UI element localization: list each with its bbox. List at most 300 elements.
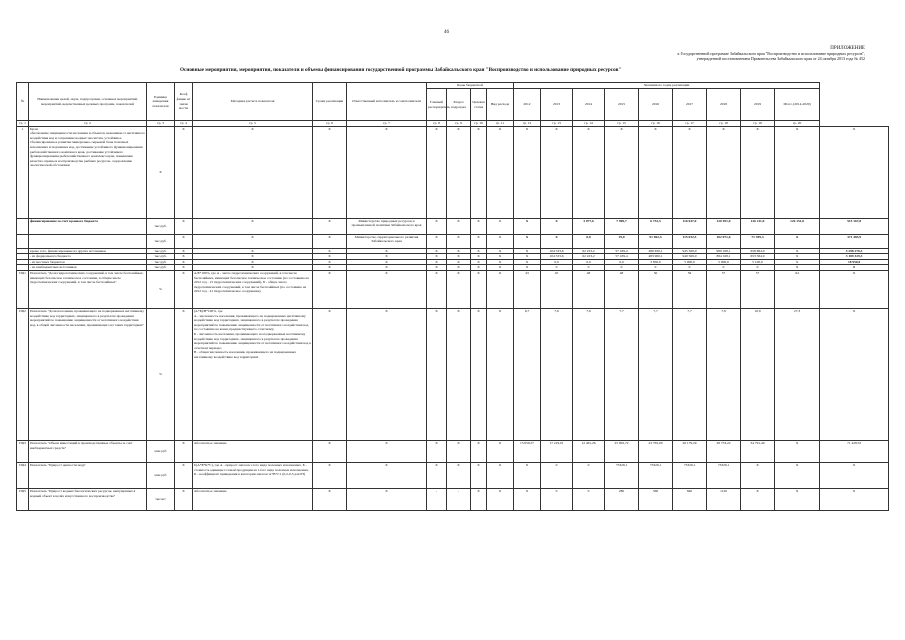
row-code-cell: X: [427, 254, 447, 260]
row-value-cell: 73329,1: [639, 462, 673, 488]
row-code-cell: X: [427, 234, 447, 248]
row-method-cell: X: [193, 254, 313, 260]
row-total-cell: X: [820, 126, 889, 218]
row-value-cell: 0: [541, 488, 573, 510]
row-code-cell: X: [487, 265, 514, 271]
table-row: [17, 270, 889, 308]
row-total-cell: 515 167,8: [820, 218, 889, 234]
row-code-cell: X: [427, 270, 447, 308]
row-code-cell: X: [427, 126, 447, 218]
row-value-cell: 73329,1: [605, 462, 639, 488]
column-number-cell: гр. 14: [573, 121, 605, 127]
row-code-cell: X: [471, 254, 487, 260]
row-code-cell: X: [471, 270, 487, 308]
row-value-cell: 0: [639, 265, 673, 271]
row-value-cell: 19,0: [605, 234, 639, 248]
header-total: Итого (2014-2020): [775, 89, 820, 121]
row-period-cell: X: [313, 126, 347, 218]
row-coef-cell: X: [175, 462, 193, 488]
row-code-cell: X: [471, 218, 487, 234]
row-unit-cell: тыс.шт: [147, 488, 175, 510]
header-year: 2014: [573, 89, 605, 121]
row-total-cell: 371 483,9: [820, 234, 889, 248]
row-num-cell: [17, 234, 29, 248]
row-method-cell: X: [193, 126, 313, 218]
row-value-cell: 0: [605, 265, 639, 271]
appendix-word: ПРИЛОЖЕНИЕ: [830, 46, 865, 51]
header-article: Целевая статья: [471, 89, 487, 121]
header-year: 2017: [673, 89, 707, 121]
table-row: [17, 308, 889, 440]
table-row: [17, 462, 889, 488]
header-method: Методика расчета показателя: [193, 83, 313, 121]
row-value-cell: 7,7: [639, 308, 673, 440]
row-total-cell: X: [820, 270, 889, 308]
row-code-cell: X: [471, 462, 487, 488]
row-code-cell: X: [471, 440, 487, 462]
row-value-cell: 64: [775, 270, 820, 308]
row-value-cell: X: [541, 126, 573, 218]
row-code-cell: X: [471, 308, 487, 440]
row-value-cell: 480 650,1: [639, 248, 673, 254]
column-number-cell: гр. 5: [193, 121, 313, 127]
row-value-cell: 840: [673, 488, 707, 510]
row-coef-cell: X: [175, 259, 193, 265]
row-period-cell: X: [313, 440, 347, 462]
row-value-cell: 7,9: [707, 308, 741, 440]
row-total-cell: X: [820, 488, 889, 510]
row-value-cell: 0: [673, 265, 707, 271]
row-coef-cell: X: [175, 218, 193, 234]
row-value-cell: X: [514, 248, 541, 254]
row-value-cell: X: [775, 462, 820, 488]
row-value-cell: X: [775, 126, 820, 218]
header-coef: Коэф фицие нт значи мости: [175, 83, 193, 121]
row-unit-cell: тыс.руб.: [147, 218, 175, 234]
header-values-group: Значения по годам реализации: [514, 83, 820, 89]
row-total-cell: 3 298 270,3: [820, 248, 889, 254]
row-value-cell: 57 439,4: [605, 254, 639, 260]
row-exec-cell: X: [347, 254, 427, 260]
row-period-cell: X: [313, 248, 347, 254]
row-code-cell: X: [487, 248, 514, 254]
row-num-cell: 1: [17, 126, 29, 218]
row-value-cell: 5 000,0: [673, 259, 707, 265]
row-code-cell: X: [447, 265, 471, 271]
row-period-cell: X: [313, 462, 347, 488]
row-exec-cell: X: [347, 126, 427, 218]
row-exec-cell: X: [347, 308, 427, 440]
row-value-cell: X: [741, 488, 775, 510]
row-period-cell: X: [313, 308, 347, 440]
row-code-cell: X: [427, 462, 447, 488]
row-code-cell: X: [487, 254, 514, 260]
row-value-cell: 13 050,57: [514, 440, 541, 462]
row-code-cell: X: [447, 270, 471, 308]
header-section: Раздел подраздел: [447, 89, 471, 121]
row-name-cell: - из внебюджетных источников: [29, 265, 147, 271]
row-code-cell: X: [447, 126, 471, 218]
row-value-cell: 62 223,2: [573, 254, 605, 260]
row-unit-cell: млн руб: [147, 440, 175, 462]
row-name-cell: Показатель "Объем инвестиций в производственные объекты за счет внебюджетных средств": [29, 440, 147, 462]
row-value-cell: 25 002,72: [605, 440, 639, 462]
row-period-cell: X: [313, 218, 347, 234]
row-exec-cell: X: [347, 440, 427, 462]
row-value-cell: 28 753,22: [707, 440, 741, 462]
row-exec-cell: Министерство территориального развития Забайкальского края: [347, 234, 427, 248]
row-coef-cell: X: [175, 265, 193, 271]
row-unit-cell: тыс.руб.: [147, 254, 175, 260]
row-coef-cell: X: [175, 270, 193, 308]
table-row: [17, 440, 889, 462]
column-number-cell: гр. 20: [775, 121, 820, 127]
row-name-cell: - из местных бюджетов: [29, 259, 147, 265]
row-exec-cell: X: [347, 259, 427, 265]
row-value-cell: X: [605, 126, 639, 218]
column-number-cell: гр. 15: [605, 121, 639, 127]
row-code-cell: X: [427, 259, 447, 265]
row-value-cell: X: [514, 259, 541, 265]
row-value-cell: 560: [639, 488, 673, 510]
row-value-cell: 1120: [707, 488, 741, 510]
row-value-cell: 73329,1: [673, 462, 707, 488]
row-value-cell: 10,9: [741, 308, 775, 440]
row-value-cell: 7,7: [673, 308, 707, 440]
header-unit: Единица измерения показателя: [147, 83, 175, 121]
row-name-cell: Показатель "Прирост водных биологических ресурсов, выпущенных в водный объект в целях искусственного воспроизводства": [29, 488, 147, 510]
table-row: [17, 218, 889, 234]
row-unit-cell: %: [147, 308, 175, 440]
header-year: 2016: [639, 89, 673, 121]
column-number-cell: гр. 1: [17, 121, 29, 127]
header-period: Сроки реализации: [313, 83, 347, 121]
row-value-cell: 0,0: [573, 259, 605, 265]
column-number-cell: гр. 3: [147, 121, 175, 127]
row-value-cell: 280: [605, 488, 639, 510]
row-value-cell: 653 584,9: [741, 254, 775, 260]
table-row: [17, 488, 889, 510]
row-value-cell: 91 962,5: [639, 234, 673, 248]
program-table: [16, 82, 889, 511]
row-value-cell: X: [775, 488, 820, 510]
row-code-cell: X: [487, 218, 514, 234]
row-coef-cell: X: [175, 488, 193, 510]
row-code-cell: X: [471, 234, 487, 248]
row-method-cell: (А+Б)/В*100%, где А - численность населения, проживающего на подверженных негативному воздействию вод территориях, защищенного в результате проведения мероприятий по повышению защищенности от негативного воздействия вод по состоянию на конец предшествующего отчетному; Б - численность населения, проживающего на подверженных негативному воздействию вод территориях, защищенного в результате проведения мероприятий по повышению защищенности от негативного воздействия вод в отчетном периоде; В - общая численность населения, проживающего на подверженных негативному воздействию вод территориях: [193, 308, 313, 440]
row-code-cell: X: [447, 308, 471, 440]
row-value-cell: 3 077,6: [573, 218, 605, 234]
row-code-cell: X: [447, 234, 471, 248]
row-value-cell: 7 969,7: [605, 218, 639, 234]
row-code-cell: -: [447, 488, 471, 510]
header-expense: Вид расхода: [487, 89, 514, 121]
appendix-line-1: к Государственной программе Забайкальского края "Воспроизводство и использование природных ресурсов",: [677, 51, 865, 56]
row-value-cell: 45: [541, 270, 573, 308]
column-number-cell: гр. 7: [347, 121, 427, 127]
row-exec-cell: Министерство природных ресурсов и промышленной политики Забайкальского края: [347, 218, 427, 234]
row-value-cell: X: [514, 126, 541, 218]
row-coef-cell: X: [175, 254, 193, 260]
row-value-cell: X: [775, 234, 820, 248]
row-method-cell: X: [193, 234, 313, 248]
row-method-cell: X: [193, 259, 313, 265]
header-year: 2019: [741, 89, 775, 121]
column-number-cell: гр. 8: [427, 121, 447, 127]
row-exec-cell: X: [347, 462, 427, 488]
row-value-cell: 57: [707, 270, 741, 308]
row-name-cell: кроме того, финансирование из других источников: [29, 248, 147, 254]
row-value-cell: 0: [741, 265, 775, 271]
row-value-cell: 0: [573, 488, 605, 510]
row-exec-cell: X: [347, 248, 427, 254]
row-code-cell: X: [427, 218, 447, 234]
header-budget-group: Коды бюджетной: [427, 83, 514, 89]
row-name-cell: - из федерального бюджета: [29, 254, 147, 260]
row-exec-cell: X: [347, 270, 427, 308]
row-value-cell: 884 168,1: [707, 254, 741, 260]
row-value-cell: 0: [573, 462, 605, 488]
row-value-cell: 102 071,6: [707, 234, 741, 248]
row-method-cell: X: [193, 218, 313, 234]
row-value-cell: 7,6: [541, 308, 573, 440]
row-coef-cell: X: [175, 248, 193, 254]
row-value-cell: X: [775, 254, 820, 260]
row-value-cell: 7,7: [605, 308, 639, 440]
appendix-line-2: утвержденной постановлением Правительства Забайкальского края от 24 октября 2013 года № 452: [696, 56, 865, 61]
row-code-cell: X: [487, 462, 514, 488]
row-code-cell: X: [447, 218, 471, 234]
row-value-cell: X: [514, 234, 541, 248]
row-unit-cell: тыс.руб.: [147, 265, 175, 271]
row-value-cell: X: [775, 265, 820, 271]
row-value-cell: 0,0: [573, 234, 605, 248]
row-code-cell: X: [487, 270, 514, 308]
header-year: 2013: [541, 89, 573, 121]
row-code-cell: X: [447, 462, 471, 488]
row-value-cell: 0,0: [605, 259, 639, 265]
row-value-cell: 0: [541, 462, 573, 488]
row-num-cell: ПЦ4: [17, 462, 29, 488]
row-period-cell: X: [313, 488, 347, 510]
row-value-cell: 48: [573, 270, 605, 308]
row-method-cell: А/Б*100%, где А - число гидротехнических сооружений, в том числе бесхозяйных, имеющих безопасное техническое состояние (по состоянию на 2012 год - 15 гидротехнических сооружений), Б - общее число гидротехнических сооружений, в том числе бесхозяйных (по состоянию на 2012 год - 41 гидротехническое сооружение): [193, 270, 313, 308]
row-period-cell: X: [313, 234, 347, 248]
row-value-cell: X: [639, 126, 673, 218]
row-value-cell: 6,7: [514, 308, 541, 440]
row-unit-cell: тыс.руб.: [147, 259, 175, 265]
header-year: 2018: [707, 89, 741, 121]
row-coef-cell: X: [175, 440, 193, 462]
row-value-cell: X: [741, 462, 775, 488]
row-value-cell: 945 569,0: [673, 248, 707, 254]
column-number-cell: гр. 19: [741, 121, 775, 127]
row-exec-cell: X: [347, 265, 427, 271]
row-period-cell: X: [313, 259, 347, 265]
row-value-cell: X: [573, 126, 605, 218]
row-method-cell: Σ(А*Б*К*С), где А - прирост запасов i-того вида полезных ископаемых, Б - стоимость единицы готовой продукции из i-того вида полезных ископаемых, К - коэффициент приведения к категории запасов A+B+C1 (0,2-0,3 для Р3): [193, 462, 313, 488]
row-unit-cell: тыс.руб.: [147, 248, 175, 254]
row-code-cell: X: [487, 440, 514, 462]
row-code-cell: X: [471, 259, 487, 265]
row-value-cell: 120 491,0: [707, 218, 741, 234]
row-value-cell: 658 684,9: [741, 248, 775, 254]
column-number-cell: гр. 12: [514, 121, 541, 127]
row-total-cell: 71 428,55: [820, 440, 889, 462]
row-value-cell: 56: [673, 270, 707, 308]
column-number-cell: гр. 4: [175, 121, 193, 127]
row-name-cell: финансирование за счет краевого бюджета: [29, 218, 147, 234]
row-code-cell: X: [487, 488, 514, 510]
row-value-cell: 6 732,5: [639, 218, 673, 234]
row-value-cell: 0,0: [541, 259, 573, 265]
row-value-cell: X: [707, 126, 741, 218]
row-method-cell: Абсолютное значение: [193, 488, 313, 510]
row-total-cell: 3 189 329,3: [820, 254, 889, 260]
row-value-cell: 940 569,0: [673, 254, 707, 260]
row-name-cell: Показатель "Доля гидротехнических сооружений, в том числе бесхозяйных, имеющих безопасное техническое состояние, в общем числе гидротехнических сооружений, в том числе бесхозяйных": [29, 270, 147, 308]
row-coef-cell: X: [175, 126, 193, 218]
header-year: 2012: [514, 89, 541, 121]
row-num-cell: ПЦ2: [17, 308, 29, 440]
row-value-cell: 57: [741, 270, 775, 308]
row-value-cell: 5 100,0: [741, 259, 775, 265]
row-value-cell: X: [775, 440, 820, 462]
row-code-cell: X: [447, 259, 471, 265]
row-name-cell: [29, 234, 147, 248]
row-num-cell: [17, 218, 29, 234]
column-number-cell: гр. 10: [471, 121, 487, 127]
header-num: №: [17, 83, 29, 121]
row-value-cell: X: [514, 265, 541, 271]
column-number-cell: гр. 9: [447, 121, 471, 127]
row-code-cell: X: [487, 308, 514, 440]
row-total-cell: X: [820, 308, 889, 440]
row-value-cell: 57 439,4: [605, 248, 639, 254]
column-number-cell: гр. 18: [707, 121, 741, 127]
appendix-note: [678, 46, 865, 61]
row-value-cell: 23 765,00: [639, 440, 673, 462]
row-value-cell: 17 219,01: [541, 440, 573, 462]
row-num-cell: ПЦ3: [17, 440, 29, 462]
row-code-cell: X: [447, 254, 471, 260]
row-total-cell: 0: [820, 265, 889, 271]
row-value-cell: X: [514, 488, 541, 510]
row-value-cell: X: [541, 218, 573, 234]
row-period-cell: X: [313, 265, 347, 271]
row-code-cell: X: [487, 234, 514, 248]
header-year: 2015: [605, 89, 639, 121]
document-title: Основные мероприятия, мероприятия, показатели и объемы финансирования государственной программы Забайкальского края "Воспроизводство и использование природных ресурсов": [180, 67, 622, 73]
row-value-cell: X: [541, 234, 573, 248]
row-unit-cell: млн руб: [147, 462, 175, 488]
row-value-cell: 0: [573, 265, 605, 271]
row-value-cell: 116 647,0: [673, 218, 707, 234]
row-value-cell: 34 791,40: [741, 440, 775, 462]
row-exec-cell: X: [347, 488, 427, 510]
row-num-cell: ПЦ1: [17, 270, 29, 308]
row-value-cell: 126 211,0: [741, 218, 775, 234]
row-value-cell: 0: [541, 265, 573, 271]
row-period-cell: X: [313, 270, 347, 308]
row-value-cell: 115 032,5: [673, 234, 707, 248]
row-name-cell: Цели обеспечение защищенности населения и объектов экономики от негативного воздействия вод и сохранение водных экосистем, устойчивое сбалансированное развитие минерально-сырьевой базы полезных ископаемых и подземных вод, достижение устойчивого функционирования рыбохозяйственного комплекса края, достижение устойчивого функционирования рыбохозяйственного комплекса края, повышение качества охраны и воспроизводства рыбных ресурсов, оздоровление экологической обстановки: [29, 126, 147, 218]
row-code-cell: X: [427, 265, 447, 271]
column-number-cell: гр. 17: [673, 121, 707, 127]
column-number-cell: гр. 11: [487, 121, 514, 127]
header-exec: Ответственный исполнитель и соисполнители: [347, 83, 427, 121]
row-value-cell: 989 168,1: [707, 248, 741, 254]
row-unit-cell: %: [147, 270, 175, 308]
table-row: [17, 234, 889, 248]
row-code-cell: X: [471, 488, 487, 510]
row-code-cell: X: [447, 248, 471, 254]
row-value-cell: 27,3: [775, 308, 820, 440]
row-code-cell: -: [427, 488, 447, 510]
row-code-cell: X: [471, 126, 487, 218]
row-name-cell: Показатель "Доля населения, проживающего на подверженных негативному воздействию вод территориях, защищенного в результате проведения мероприятий по повышению защищенности от негативного воздействия вод, в общей численности населения, проживающего на таких территориях": [29, 308, 147, 440]
row-value-cell: 0: [707, 265, 741, 271]
page-number: 46: [444, 30, 449, 35]
row-value-cell: 50: [639, 270, 673, 308]
column-number-cell: гр. 16: [639, 121, 673, 127]
row-value-cell: 71 399,3: [741, 234, 775, 248]
header-name: Наименование целей, задач, подпрограмм, основных мероприятий, мероприятий, ведомственных целевых программ, показателей: [29, 83, 147, 121]
row-method-cell: X: [193, 248, 313, 254]
column-number-cell: гр. 6: [313, 121, 347, 127]
row-value-cell: 3 850,0: [639, 259, 673, 265]
row-value-cell: 104 533,6: [541, 248, 573, 254]
row-value-cell: 26 179,29: [673, 440, 707, 462]
row-value-cell: 7,6: [573, 308, 605, 440]
row-value-cell: X: [775, 259, 820, 265]
row-coef-cell: X: [175, 234, 193, 248]
row-value-cell: 104 533,6: [541, 254, 573, 260]
row-value-cell: X: [673, 126, 707, 218]
row-value-cell: 48: [605, 270, 639, 308]
table-row: [17, 126, 889, 218]
row-code-cell: X: [471, 265, 487, 271]
row-num-cell: ПЦ5: [17, 488, 29, 510]
row-code-cell: X: [427, 248, 447, 254]
row-name-cell: Показатель "Прирост ценности недр": [29, 462, 147, 488]
row-period-cell: X: [313, 254, 347, 260]
row-value-cell: 483 900,1: [639, 254, 673, 260]
column-number-cell: гр. 2: [29, 121, 147, 127]
row-method-cell: Абсолютное значение: [193, 440, 313, 462]
row-value-cell: X: [514, 218, 541, 234]
row-unit-cell: тыс.руб.: [147, 234, 175, 248]
row-value-cell: X: [514, 462, 541, 488]
row-total-cell: 18 950,0: [820, 259, 889, 265]
row-value-cell: 5 000,0: [707, 259, 741, 265]
row-code-cell: X: [427, 308, 447, 440]
header-gr: Главный распорядитель: [427, 89, 447, 121]
row-value-cell: 12 461,26: [573, 440, 605, 462]
row-value-cell: 43: [514, 270, 541, 308]
row-value-cell: X: [775, 248, 820, 254]
row-unit-cell: X: [147, 126, 175, 218]
row-method-cell: X: [193, 265, 313, 271]
column-number-cell: гр. 13: [541, 121, 573, 127]
row-value-cell: 62 223,2: [573, 248, 605, 254]
row-code-cell: X: [471, 248, 487, 254]
row-coef-cell: X: [175, 308, 193, 440]
row-value-cell: X: [514, 254, 541, 260]
row-value-cell: 126 151,0: [775, 218, 820, 234]
row-total-cell: X: [820, 462, 889, 488]
row-code-cell: X: [487, 126, 514, 218]
